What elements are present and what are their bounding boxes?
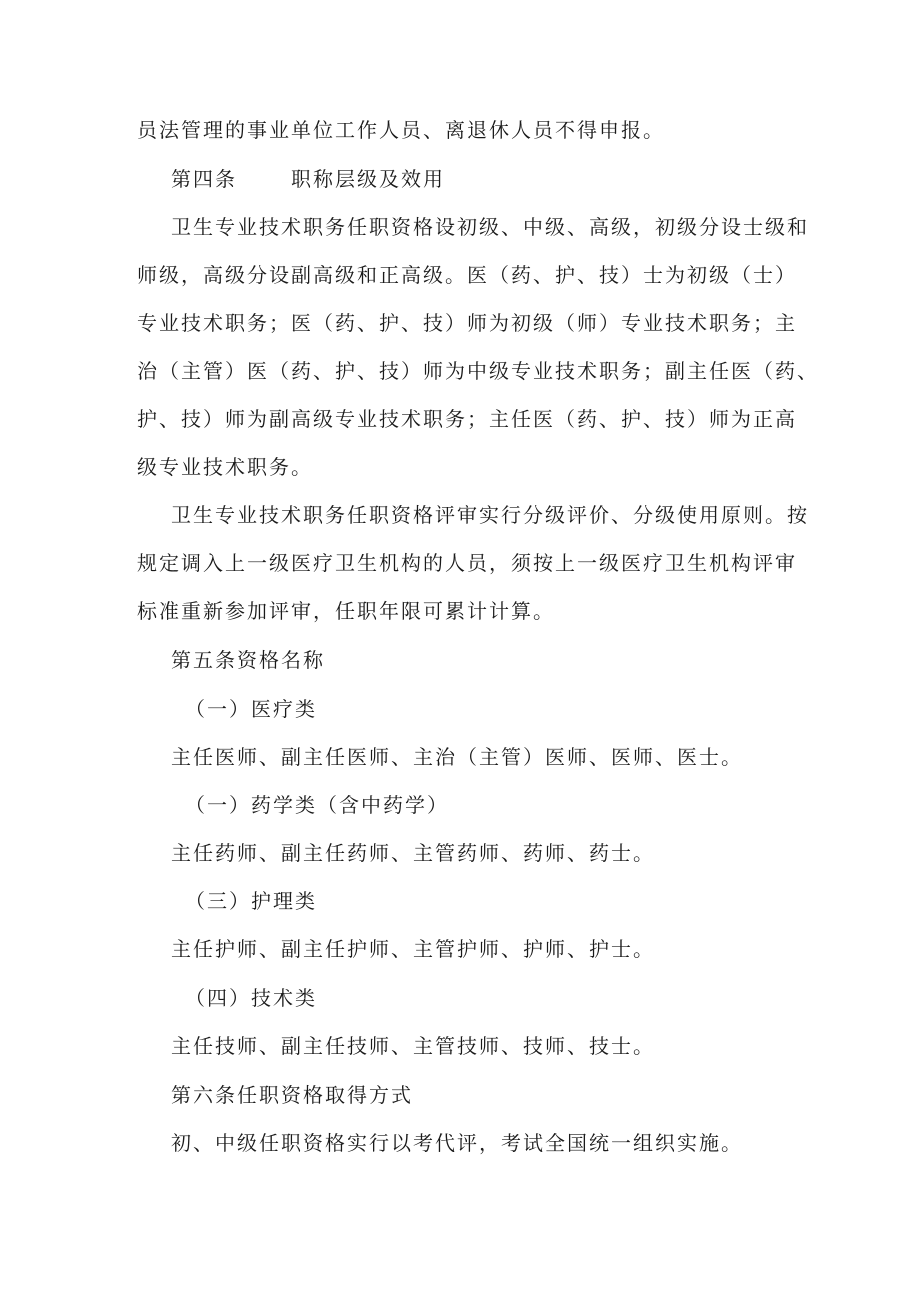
- category-heading: （一）医疗类: [185, 697, 317, 721]
- article-4-title: 职称层级及效用: [291, 167, 445, 191]
- category-items: 主任药师、副主任药师、主管药师、药师、药士。: [171, 841, 655, 865]
- text-line: 师级，高级分设副高级和正高级。医（药、护、技）士为初级（士）: [137, 263, 797, 287]
- text-line: 初、中级任职资格实行以考代评，考试全国统一组织实施。: [171, 1131, 743, 1155]
- text-line: 标准重新参加评审，任职年限可累计计算。: [137, 599, 555, 623]
- text-line: 卫生专业技术职务任职资格设初级、中级、高级，初级分设士级和: [171, 215, 809, 239]
- category-items: 主任医师、副主任医师、主治（主管）医师、医师、医士。: [171, 745, 743, 769]
- article-4-number: 第四条: [171, 167, 237, 191]
- article-5-heading: 第五条资格名称: [171, 648, 325, 672]
- category-heading: （一）药学类（含中药学）: [185, 793, 449, 817]
- text-line: 卫生专业技术职务任职资格评审实行分级评价、分级使用原则。按: [171, 503, 809, 527]
- category-heading: （三）护理类: [185, 889, 317, 913]
- category-heading: （四）技术类: [185, 986, 317, 1010]
- article-6-heading: 第六条任职资格取得方式: [171, 1083, 413, 1107]
- category-items: 主任护师、副主任护师、主管护师、护师、护士。: [171, 937, 655, 961]
- text-line: 治（主管）医（药、护、技）师为中级专业技术职务；副主任医（药、: [137, 359, 819, 383]
- text-line: 员法管理的事业单位工作人员、离退休人员不得申报。: [137, 118, 665, 142]
- text-line: 专业技术职务；医（药、护、技）师为初级（师）专业技术职务；主: [137, 311, 797, 335]
- text-line: 规定调入上一级医疗卫生机构的人员，须按上一级医疗卫生机构评审: [137, 551, 797, 575]
- category-items: 主任技师、副主任技师、主管技师、技师、技士。: [171, 1034, 655, 1058]
- text-line: 护、技）师为副高级专业技术职务；主任医（药、护、技）师为正高: [137, 407, 797, 431]
- article-4-heading: [171, 166, 445, 192]
- text-line: 级专业技术职务。: [137, 455, 313, 479]
